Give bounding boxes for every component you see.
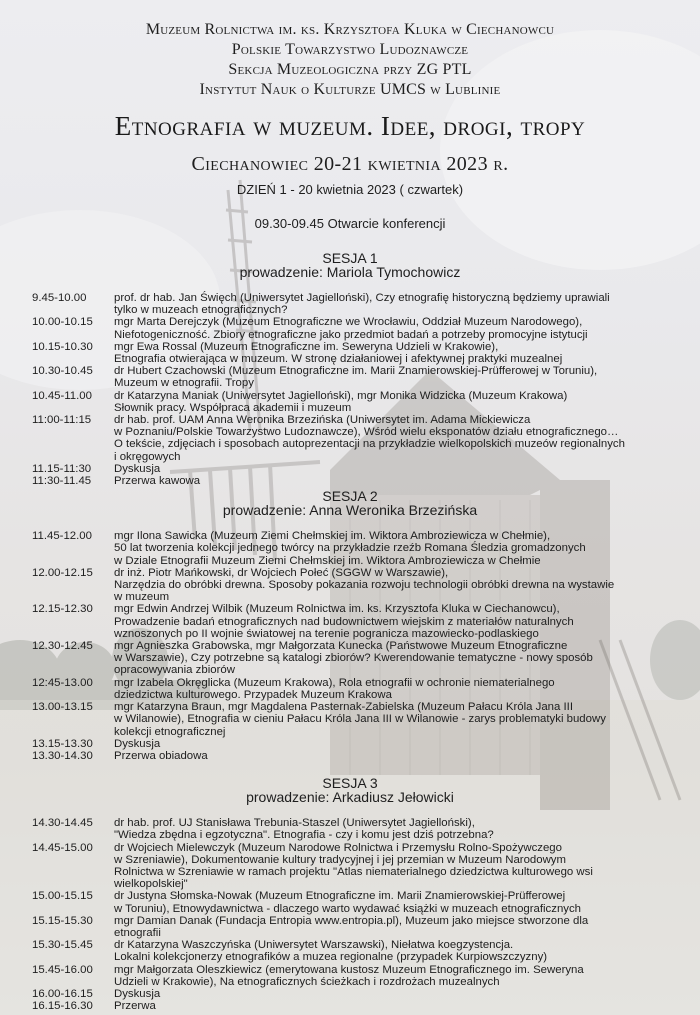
description-line: Etnografia otwierająca w muzeum. W stronę działaniowej i afektywnej praktyki muzealnej <box>114 353 563 366</box>
talk-description <box>114 567 700 604</box>
talk-description <box>114 316 700 340</box>
schedule-item <box>0 567 700 604</box>
talk-description <box>114 817 700 841</box>
place-and-date: Ciechanowiec 20-21 kwietnia 2023 r. <box>191 153 509 175</box>
description-line: w Poznaniu/Polskie Towarzystwo Ludoznawcze), Wśród wielu eksponatów działu etnograficznego… <box>114 426 619 439</box>
session-header <box>0 251 700 280</box>
description-line: dr Wojciech Mielewczyk (Muzeum Narodowe Rolnictwa i Przemysłu Rolno-Spożywczego <box>114 841 562 854</box>
schedule-item <box>0 915 700 939</box>
schedule-item <box>0 750 700 762</box>
description-line: dr Hubert Czachowski (Muzeum Etnograficzne im. Marii Znamierowskiej-Prüfferowej w Toruniu), <box>114 365 598 378</box>
description-line: Dyskusja <box>114 737 161 750</box>
time-slot: 11.45-12.00 <box>32 530 92 543</box>
time-slot: 15.45-16.00 <box>32 963 93 976</box>
session-1 <box>0 251 700 487</box>
conference-title: Etnografia w muzeum. Idee, drogi, tropy <box>114 111 586 141</box>
time-slot: 11:30-11.45 <box>32 475 92 488</box>
description-line: Przerwa obiadowa <box>114 749 208 762</box>
sessions <box>0 251 700 1012</box>
schedule-item <box>0 701 700 738</box>
talk-description <box>114 530 700 567</box>
time-slot: 16.00-16.15 <box>32 987 93 1000</box>
talk-description <box>114 292 700 316</box>
schedule-item <box>0 1000 700 1012</box>
description-line: w Warszawie), Czy potrzebne są katalogi zbiorów? Kwerendowanie tematyczne - nowy sposób <box>114 652 593 665</box>
time-slot: 14.30-14.45 <box>32 817 93 830</box>
description-line: mgr Agnieszka Grabowska, mgr Małgorzata Kunecka (Państwowe Muzeum Etnograficzne <box>114 640 568 653</box>
talk-description <box>114 677 700 701</box>
talk-description <box>114 939 700 963</box>
session-2 <box>0 489 700 762</box>
talk-description <box>114 701 700 738</box>
talk-description <box>114 964 700 988</box>
description-line: Muzeum w etnografii. Tropy <box>114 377 254 390</box>
description-line: prof. dr hab. Jan Święch (Uniwersytet Jagielloński), Czy etnografię historyczną będziemy uprawiali <box>114 292 610 304</box>
time-slot: 10.45-11.00 <box>32 389 92 402</box>
schedule-list <box>0 530 700 762</box>
session-title: SESJA 3 <box>322 775 378 792</box>
description-line: wznoszonych po II wojnie światowej na terenie pogranicza mazowiecko-podlaskiego <box>114 627 539 640</box>
talk-description <box>114 738 700 750</box>
organizer: Instytut Nauk o Kulturze UMCS w Lublinie <box>199 81 501 98</box>
schedule-item <box>0 390 700 414</box>
schedule-item <box>0 964 700 988</box>
description-line: wielkopolskiej" <box>114 878 188 891</box>
schedule-item <box>0 738 700 750</box>
time-slot: 12.15-12.30 <box>32 603 93 616</box>
description-line: opracowywania zbiorów <box>114 664 235 677</box>
talk-description <box>114 390 700 414</box>
session-chair: prowadzenie: Anna Weronika Brzezińska <box>222 502 478 519</box>
organizer: Muzeum Rolnictwa im. ks. Krzysztofa Kluka w Ciechanowcu <box>145 21 555 38</box>
talk-description <box>114 475 700 487</box>
schedule-item <box>0 463 700 475</box>
session-title: SESJA 2 <box>322 488 378 505</box>
description-line: dr Katarzyna Maniak (Uniwersytet Jagielloński), mgr Monika Widzicka (Muzeum Krakowa) <box>114 389 568 402</box>
description-line: Przerwa <box>114 1000 156 1013</box>
schedule-item <box>0 365 700 389</box>
description-line: w Szreniawie), Dokumentowanie kultury tradycyjnej i jej przemian w Muzeum Narodowym <box>114 853 566 866</box>
time-slot: 15.30-15.45 <box>32 939 93 952</box>
description-line: w Toruniu), Etnowydawnictwa - dlaczego warto wydawać książki w muzeach etnograficznych <box>114 902 582 915</box>
session-3 <box>0 776 700 1012</box>
schedule-item <box>0 939 700 963</box>
session-chair: prowadzenie: Mariola Tymochowicz <box>239 264 461 280</box>
schedule-item <box>0 677 700 701</box>
time-slot: 13.15-13.30 <box>32 737 93 750</box>
time-slot: 13.00-13.15 <box>32 701 93 714</box>
time-slot: 12.00-12.15 <box>32 566 93 579</box>
description-line: dr hab. prof. UJ Stanisława Trebunia-Staszel (Uniwersytet Jagielloński), <box>114 817 475 830</box>
schedule-item <box>0 988 700 1000</box>
description-line: mgr Izabela Okręglicka (Muzeum Krakowa), Rola etnografii w ochronie niematerialnego <box>114 676 555 689</box>
description-line: w Wilanowie), Etnografia w cieniu Pałacu Króla Jana III w Wilanowie - zarys problematyki budowy <box>114 713 606 726</box>
description-line: kolekcji etnograficznej <box>114 725 226 738</box>
time-slot: 10.15-10.30 <box>32 340 93 353</box>
talk-description <box>114 842 700 891</box>
organizer: Polskie Towarzystwo Ludoznawcze <box>231 41 469 58</box>
time-slot: 14.45-15.00 <box>32 841 93 854</box>
time-slot: 13.30-14.30 <box>32 749 93 762</box>
organizers-list <box>0 0 700 100</box>
description-line: Słownik pracy. Współpraca akademii i muzeum <box>114 401 352 414</box>
schedule-list <box>0 817 700 1012</box>
schedule-item <box>0 640 700 677</box>
schedule-item <box>0 292 700 316</box>
description-line: Prowadzenie badań etnograficznych nad budownictwem wiejskim z materiałów naturalnych <box>114 615 574 628</box>
talk-description <box>114 750 700 762</box>
organizer: Sekcja Muzeologiczna przy ZG PTL <box>228 61 472 78</box>
talk-description <box>114 463 700 475</box>
description-line: O tekście, zdjęciach i sposobach autoprezentacji na przykładzie wielkopolskich muzeów regionalnych <box>114 438 625 451</box>
description-line: dr inż. Piotr Mańkowski, dr Wojciech Połeć (SGGW w Warszawie), <box>114 566 449 579</box>
schedule-item <box>0 842 700 891</box>
description-line: Lokalni kolekcjonerzy etnografików a muzea regionalne (przypadek Kurpiowszczyzny) <box>114 951 548 964</box>
session-title: SESJA 1 <box>322 250 378 266</box>
time-slot: 9.45-10.00 <box>32 292 87 304</box>
description-line: mgr Małgorzata Oleszkiewicz (emerytowana kustosz Muzeum Etnograficznego im. Seweryna <box>114 963 584 976</box>
session-header <box>0 776 700 805</box>
description-line: "Wiedza zbędna i egzotyczna". Etnografia - czy i komu jest dziś potrzebna? <box>114 829 494 842</box>
session-chair: prowadzenie: Arkadiusz Jełowicki <box>246 789 454 806</box>
description-line: Przerwa kawowa <box>114 475 201 488</box>
description-line: dr hab. prof. UAM Anna Weronika Brzezińska (Uniwersytet im. Adama Mickiewicza <box>114 414 531 427</box>
description-line: w Dziale Etnografii Muzeum Ziemi Chełmskiej im. Wiktora Ambroziewicza w Chełmie <box>114 554 541 567</box>
talk-description <box>114 640 700 677</box>
talk-description <box>114 1000 700 1012</box>
schedule-item <box>0 530 700 567</box>
description-line: dziedzictwa kulturowego. Przypadek Muzeum Krakowa <box>114 688 392 701</box>
description-line: mgr Edwin Andrzej Wilbik (Muzeum Rolnictwa im. ks. Krzysztofa Kluka w Ciechanowcu), <box>114 603 560 616</box>
description-line: mgr Damian Danak (Fundacja Entropia www.entropia.pl), Muzeum jako miejsce stworzone dla <box>114 914 589 927</box>
time-slot: 11:00-11:15 <box>32 414 92 427</box>
description-line: mgr Marta Derejczyk (Muzeum Etnograficzne we Wrocławiu, Oddział Muzeum Narodowego), <box>114 316 583 329</box>
talk-description <box>114 341 700 365</box>
description-line: Udzieli w Krakowie), Na etnograficznych ścieżkach i rozdrożach muzealnych <box>114 975 500 988</box>
time-slot: 11.15-11:30 <box>32 462 92 475</box>
description-line: tylko w muzeach etnograficznych? <box>114 304 288 317</box>
description-line: dr Katarzyna Waszczyńska (Uniwersytet Warszawski), Niełatwa koegzystencja. <box>114 939 514 952</box>
description-line: dr Justyna Słomska-Nowak (Muzeum Etnograficzne im. Marii Znamierowskiej-Prüfferowej <box>114 890 566 903</box>
time-slot: 10.00-10.15 <box>32 316 93 329</box>
schedule-item <box>0 475 700 487</box>
description-line: mgr Ilona Sawicka (Muzeum Ziemi Chełmskiej im. Wiktora Ambroziewicza w Chełmie), <box>114 530 551 543</box>
talk-description <box>114 365 700 389</box>
schedule-item <box>0 817 700 841</box>
description-line: w muzeum <box>114 591 170 604</box>
schedule-item <box>0 890 700 914</box>
time-slot: 12:45-13.00 <box>32 676 93 689</box>
description-line: mgr Ewa Rossal (Muzeum Etnograficzne im. Seweryna Udzieli w Krakowie), <box>114 340 499 353</box>
time-slot: 12.30-12.45 <box>32 640 93 653</box>
description-line: Niefotogeniczność. Zbiory etnograficzne jako przedmiot badań a potrzeby promocyjne istytucji <box>114 328 588 341</box>
talk-description <box>114 603 700 640</box>
time-slot: 16.15-16.30 <box>32 1000 93 1013</box>
time-slot: 10.30-10.45 <box>32 365 93 378</box>
opening-item: 09.30-09.45 Otwarcie konferencji <box>254 216 446 231</box>
time-slot: 15.15-15.30 <box>32 914 93 927</box>
description-line: i okręgowych <box>114 450 181 463</box>
description-line: Dyskusja <box>114 987 161 1000</box>
schedule-item <box>0 341 700 365</box>
day-heading: DZIEŃ 1 - 20 kwietnia 2023 ( czwartek) <box>236 182 464 197</box>
description-line: Dyskusja <box>114 462 161 475</box>
time-slot: 15.00-15.15 <box>32 890 93 903</box>
session-header <box>0 489 700 518</box>
schedule-item <box>0 316 700 340</box>
description-line: Rolnictwa w Szreniawie w ramach projektu "Atlas niematerialnego dziedzictwa kulturowego wsi <box>114 865 593 878</box>
talk-description <box>114 915 700 939</box>
description-line: 50 lat tworzenia kolekcji jednego twórcy na przykładzie rzeźb Romana Śledzia gromadzonych <box>114 542 586 555</box>
schedule-list <box>0 292 700 487</box>
description-line: Narzędzia do obróbki drewna. Sposoby pokazania rozwoju technologii obróbki drewna na wystawie <box>114 579 615 592</box>
schedule-item <box>0 414 700 463</box>
description-line: etnografii <box>114 926 161 939</box>
talk-description <box>114 414 700 463</box>
talk-description <box>114 890 700 914</box>
schedule-item <box>0 603 700 640</box>
talk-description <box>114 988 700 1000</box>
description-line: mgr Katarzyna Braun, mgr Magdalena Pasternak-Zabielska (Muzeum Pałacu Króla Jana III <box>114 701 574 714</box>
